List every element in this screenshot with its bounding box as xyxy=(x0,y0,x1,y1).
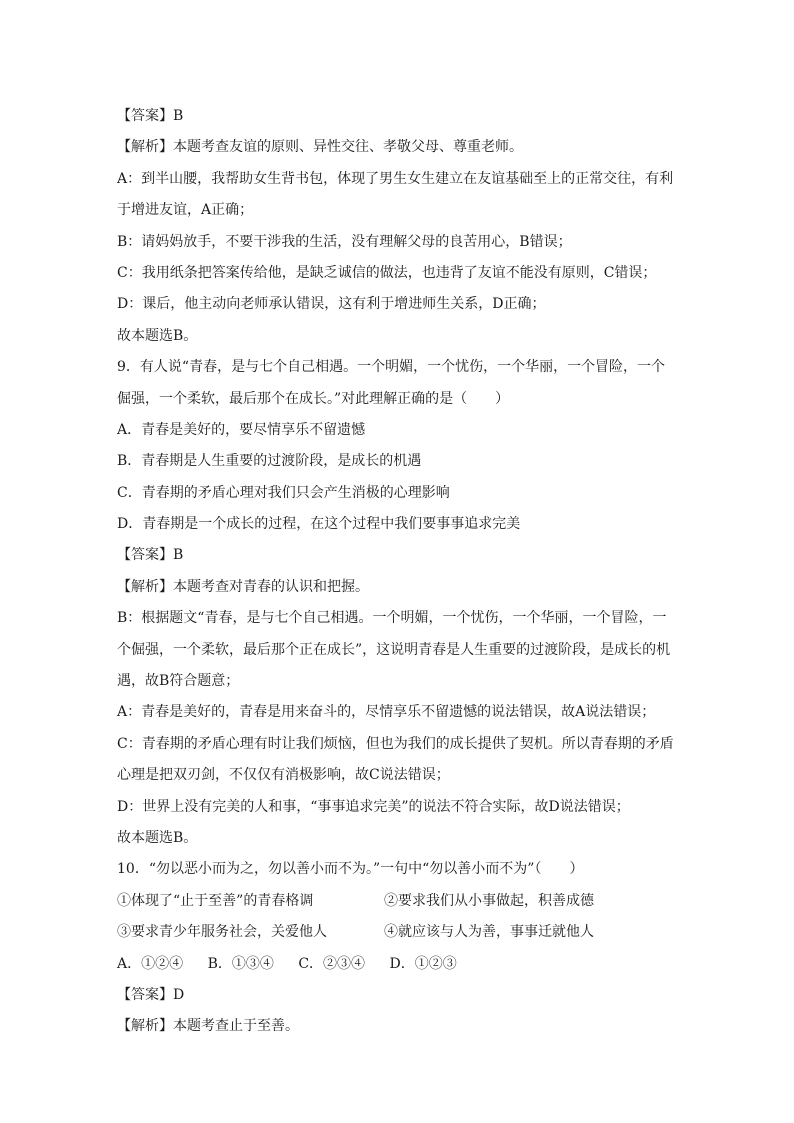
analysis-text: B：请妈妈放手，不要干涉我的生活，没有理解父母的良苦用心，B错误； xyxy=(117,233,572,250)
analysis-text: 遇，故B符合题意； xyxy=(117,673,240,690)
option-d: D．青春期是一个成长的过程，在这个过程中我们要事事追求完美 xyxy=(117,516,521,533)
answer-label: 【答案】B xyxy=(117,108,184,124)
option-a: A．青春是美好的，要尽情享乐不留遗憾 xyxy=(117,421,366,438)
analysis-text: A：到半山腰，我帮助女生背书包，体现了男生女生建立在友谊基础至上的正常交往，有利 xyxy=(117,170,674,187)
answer-label: 【答案】D xyxy=(117,986,185,1003)
option-c: C．②③④ xyxy=(298,955,366,972)
analysis-text: D：课后，他主动向老师承认错误，这有利于增进师生关系，D正确； xyxy=(117,296,546,313)
option-a: A．①②④ xyxy=(117,955,184,972)
options-row xyxy=(117,949,683,980)
question-stem: 9．有人说“青春，是与七个自己相遇。一个明媚，一个忧伤，一个华丽，一个冒险，一个 xyxy=(117,359,666,376)
analysis-text: 心理是把双刃剑，不仅仅有消极影响，故C说法错误； xyxy=(117,767,450,784)
statement-1: ①体现了“止于至善”的青春格调 xyxy=(117,892,314,909)
document-page xyxy=(117,101,683,1043)
analysis-text: B：根据题文“青春，是与七个自己相遇。一个明媚，一个忧伤，一个华丽，一个冒险，一 xyxy=(117,610,667,627)
option-b: B．青春期是人生重要的过渡阶段，是成长的机遇 xyxy=(117,453,422,470)
option-c: C．青春期的矛盾心理对我们只会产生消极的心理影响 xyxy=(117,484,450,501)
option-d: D．①②③ xyxy=(389,955,457,972)
statement-2: ②要求我们从小事做起，积善成德 xyxy=(384,892,594,909)
analysis-text: 【解析】本题考查对青春的认识和把握。 xyxy=(117,578,369,595)
statement-row xyxy=(117,917,683,948)
analysis-text: 于增进友谊，A正确； xyxy=(117,202,254,219)
analysis-text: C：我用纸条把答案传给他，是缺乏诚信的做法，也违背了友谊不能没有原则，C错误； xyxy=(117,264,657,281)
analysis-text: 【解析】本题考查友谊的原则、异性交往、孝敬父母、尊重老师。 xyxy=(117,139,523,156)
option-b: B．①③④ xyxy=(207,955,274,972)
analysis-text: D：世界上没有完美的人和事，“事事追求完美”的说法不符合实际，故D说法错误； xyxy=(117,798,630,815)
conclusion-text: 故本题选B。 xyxy=(117,829,198,846)
statement-row xyxy=(117,886,683,917)
question-stem: 10．“勿以恶小而为之，勿以善小而不为。”一句中“勿以善小而不为”（ ） xyxy=(117,861,584,878)
analysis-text: 【解析】本题考查止于至善。 xyxy=(117,1018,299,1035)
analysis-text: A：青春是美好的，青春是用来奋斗的，尽情享乐不留遗憾的说法错误，故A说法错误； xyxy=(117,704,656,721)
analysis-text: 个倔强，一个柔软，最后那个正在成长”，这说明青春是人生重要的过渡阶段，是成长的机 xyxy=(117,641,671,658)
statement-4: ④就应该与人为善，事事迁就他人 xyxy=(384,924,594,941)
answer-label: 【答案】B xyxy=(117,547,184,564)
analysis-text: C：青春期的矛盾心理有时让我们烦恼，但也为我们的成长提供了契机。所以青春期的矛盾 xyxy=(117,735,674,752)
statement-3: ③要求青少年服务社会，关爱他人 xyxy=(117,924,327,941)
question-stem: 倔强，一个柔软，最后那个在成长。”对此理解正确的是（ ） xyxy=(117,390,510,407)
conclusion-text: 故本题选B。 xyxy=(117,327,198,344)
